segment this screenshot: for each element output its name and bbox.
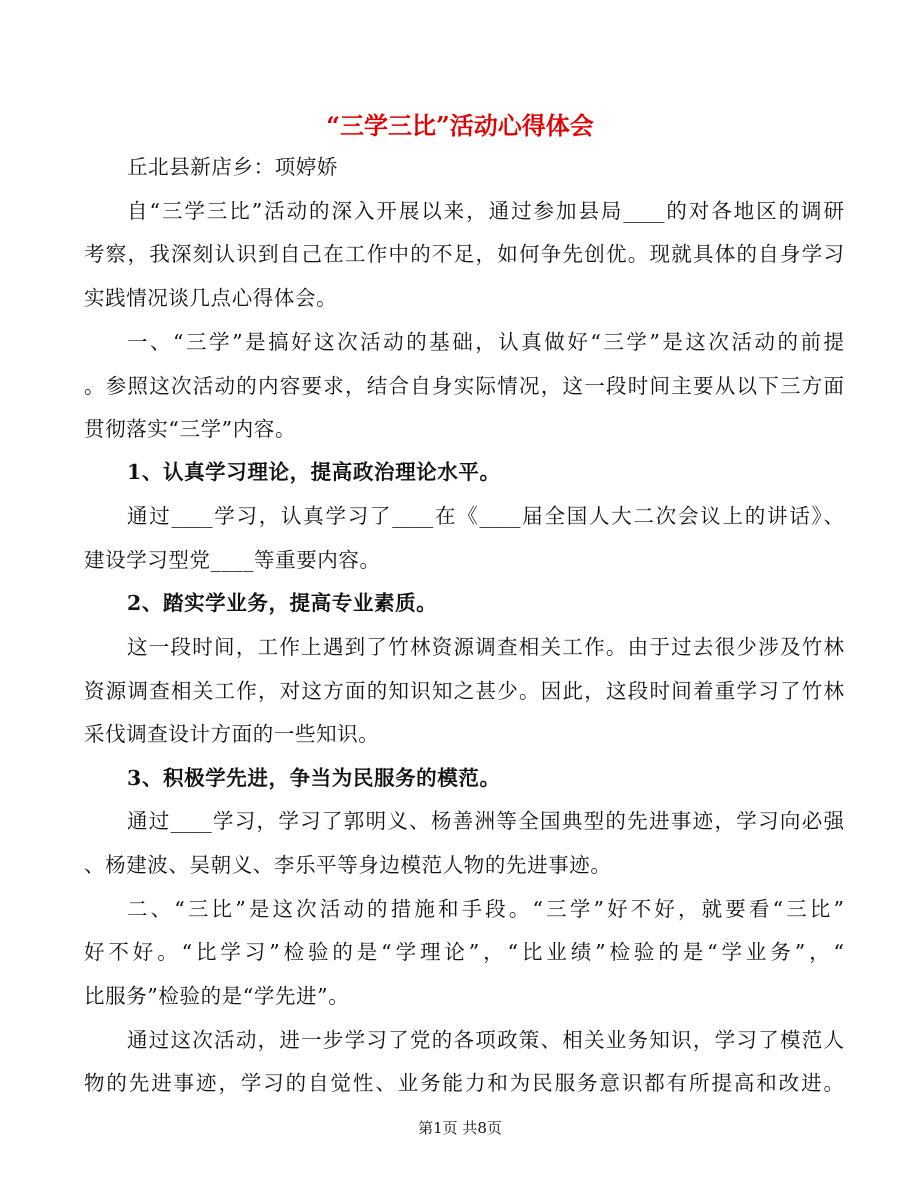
paragraph-line: 这一段时间，工作上遇到了竹林资源调查相关工作。由于过去很少涉及竹林 — [127, 635, 844, 659]
section-heading: 1、认真学习理论，提高政治理论水平。 — [127, 460, 501, 484]
page-indicator: 第1页 共8页 — [418, 1119, 502, 1137]
paragraph-line: 通过这次活动，进一步学习了党的各项政策、相关业务知识，学习了模范人 — [127, 1028, 844, 1052]
section-heading: 3、积极学先进，争当为民服务的模范。 — [127, 766, 501, 790]
paragraph-line: 实践情况谈几点心得体会。 — [84, 286, 338, 310]
paragraph-line: 物的先进事迹，学习的自觉性、业务能力和为民服务意识都有所提高和改进。 — [84, 1071, 844, 1095]
author-line: 丘北县新店乡：项婷娇 — [127, 155, 338, 179]
paragraph-line: 建设学习型党____等重要内容。 — [84, 548, 381, 572]
paragraph-line: 通过____学习，学习了郭明义、杨善洲等全国典型的先进事迹，学习向必强 — [127, 809, 844, 833]
paragraph-line: 、杨建波、吴朝义、李乐平等身边模范人物的先进事迹。 — [84, 853, 612, 877]
section-heading: 2、踏实学业务，提高专业素质。 — [127, 591, 438, 615]
paragraph-line: 采伐调查设计方面的一些知识。 — [84, 722, 380, 746]
paragraph-line: 通过____学习，认真学习了____在《____届全国人大二次会议上的讲话》、 — [127, 504, 844, 528]
paragraph-line: 。参照这次活动的内容要求，结合自身实际情况，这一段时间主要从以下三方面 — [84, 374, 844, 398]
paragraph-line: 考察，我深刻认识到自己在工作中的不足，如何争先创优。现就具体的自身学习 — [84, 242, 844, 266]
paragraph-line: 一、“三学”是搞好这次活动的基础，认真做好“三学”是这次活动的前提 — [127, 330, 844, 354]
document-title: “三学三比”活动心得体会 — [326, 111, 594, 140]
paragraph-line: 二、“三比”是这次活动的措施和手段。“三学”好不好，就要看“三比” — [127, 897, 844, 921]
paragraph-line: 好不好。“比学习”检验的是“学理论”，“比业绩”检验的是“学业务”，“ — [84, 940, 844, 964]
paragraph-line: 比服务”检验的是“学先进”。 — [84, 984, 350, 1008]
paragraph-line: 资源调查相关工作，对这方面的知识知之甚少。因此，这段时间着重学习了竹林 — [84, 679, 844, 703]
paragraph-line: 自“三学三比”活动的深入开展以来，通过参加县局____的对各地区的调研 — [127, 199, 844, 223]
paragraph-line: 贯彻落实“三学”内容。 — [84, 417, 297, 441]
